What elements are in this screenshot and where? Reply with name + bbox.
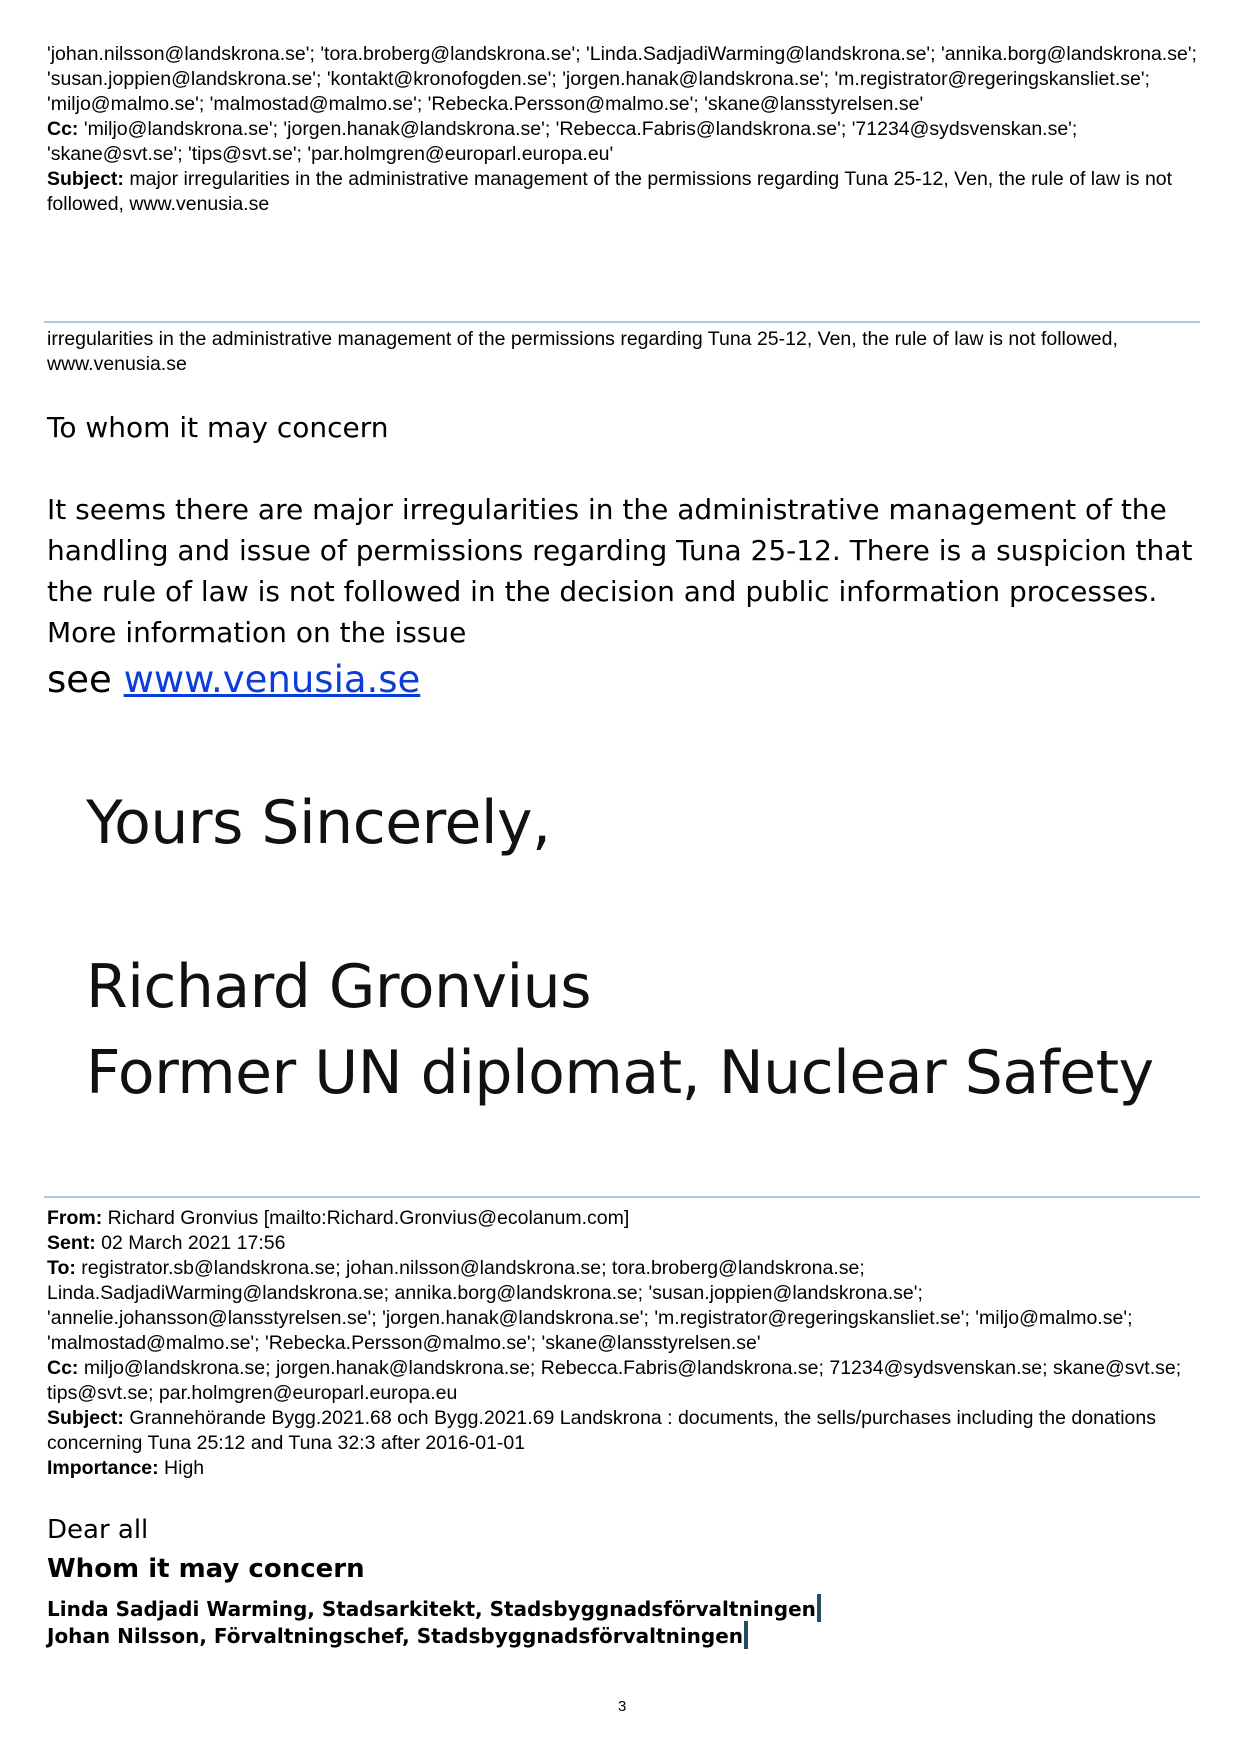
cc-label: Cc: bbox=[47, 118, 79, 140]
sent-label: Sent: bbox=[47, 1232, 96, 1254]
whom-it-may-concern: Whom it may concern bbox=[47, 1554, 365, 1584]
to-label: To: bbox=[47, 1257, 76, 1279]
venusia-link[interactable]: www.venusia.se bbox=[123, 658, 421, 701]
header-divider bbox=[44, 321, 1200, 323]
sent-value: 02 March 2021 17:56 bbox=[101, 1232, 286, 1254]
body-paragraph: It seems there are major irregularities in the administrative management of the handling and issue of permissions regarding Tuna 25-12. There is a suspicion that the rule of law is not followed in the decision and public information processes. More information on the issue bbox=[47, 493, 1193, 649]
sent-line bbox=[47, 1231, 1197, 1256]
subject-line-2 bbox=[47, 1406, 1197, 1456]
cc-recipients: 'miljo@landskrona.se'; 'jorgen.hanak@landskrona.se'; 'Rebecca.Fabris@landskrona.se'; '71234@sydsvenskan.se'; 'skane@svt.se'; 'tips@svt.se'; 'par.holmgren@europarl.europa.eu' bbox=[47, 118, 1078, 165]
to-recipients: 'johan.nilsson@landskrona.se'; 'tora.broberg@landskrona.se'; 'Linda.SadjadiWarming@landskrona.se'; 'annika.borg@landskrona.se'; 'susan.joppien@landskrona.se'; 'kontakt@kronofogden.se'; 'jorgen.hanak@landskrona.se'; 'm.registrator@regeringskansliet.se'; 'miljo@malmo.se'; 'malmostad@malmo.se'; 'Rebecka.Persson@malmo.se'; 'skane@lansstyrelsen.se' bbox=[47, 43, 1197, 115]
page-number: 3 bbox=[618, 1698, 627, 1715]
subject-line bbox=[47, 167, 1197, 217]
see-prefix: see bbox=[47, 658, 112, 701]
from-value: Richard Gronvius [mailto:Richard.Gronvius@ecolanum.com] bbox=[107, 1207, 630, 1229]
importance-label: Importance: bbox=[47, 1457, 159, 1479]
subject-value-2: Grannehörande Bygg.2021.68 och Bygg.2021.69 Landskrona : documents, the sells/purchases including the donations concerning Tuna 25:12 and Tuna 32:3 after 2016-01-01 bbox=[47, 1407, 1156, 1454]
signature-closing: Yours Sincerely, bbox=[86, 788, 551, 858]
previous-email-header bbox=[47, 42, 1197, 217]
recipient-line-1 bbox=[47, 1594, 821, 1622]
importance-line bbox=[47, 1456, 1197, 1481]
intro-text: irregularities in the administrative management of the permissions regarding Tuna 25-12, Ven, the rule of law is not followed, www.venusia.se bbox=[47, 328, 1118, 375]
dear-all: Dear all bbox=[47, 1515, 149, 1545]
to-value: registrator.sb@landskrona.se; johan.nilsson@landskrona.se; tora.broberg@landskrona.se; Linda.SadjadiWarming@landskrona.se; annika.borg@landskrona.se; 'susan.joppien@landskrona.se'; 'annelie.johansson@lansstyrelsen.se'; 'jorgen.hanak@landskrona.se'; 'm.registrator@regeringskansliet.se'; 'miljo@malmo.se'; 'malmostad@malmo.se'; 'Rebecka.Persson@malmo.se'; 'skane@lansstyrelsen.se' bbox=[47, 1257, 1133, 1354]
text-cursor-marker bbox=[744, 1621, 748, 1649]
from-label: From: bbox=[47, 1207, 103, 1229]
recipient-1: Linda Sadjadi Warming, Stadsarkitekt, Stadsbyggnadsförvaltningen bbox=[47, 1597, 816, 1621]
greeting: To whom it may concern bbox=[47, 411, 389, 444]
subject-text: major irregularities in the administrative management of the permissions regarding Tuna 25-12, Ven, the rule of law is not followed, www.venusia.se bbox=[47, 168, 1173, 215]
from-line bbox=[47, 1206, 1197, 1231]
cc-value-2: miljo@landskrona.se; jorgen.hanak@landskrona.se; Rebecca.Fabris@landskrona.se; 71234@sydsvenskan.se; skane@svt.se; tips@svt.se; par.holmgren@europarl.europa.eu bbox=[47, 1357, 1182, 1404]
cc-label-2: Cc: bbox=[47, 1357, 79, 1379]
to-line bbox=[47, 1256, 1197, 1356]
subject-label-2: Subject: bbox=[47, 1407, 124, 1429]
importance-value: High bbox=[164, 1457, 205, 1479]
forwarded-email-header bbox=[47, 1206, 1197, 1481]
recipient-line-2 bbox=[47, 1621, 748, 1649]
email-divider bbox=[44, 1196, 1200, 1198]
cc-line bbox=[47, 117, 1197, 167]
subject-label: Subject: bbox=[47, 168, 124, 190]
text-cursor-marker bbox=[817, 1594, 821, 1622]
signature-title: Former UN diplomat, Nuclear Safety bbox=[86, 1038, 1154, 1108]
recipient-2: Johan Nilsson, Förvaltningschef, Stadsbyggnadsförvaltningen bbox=[47, 1624, 744, 1648]
cc-line-2 bbox=[47, 1356, 1197, 1406]
see-link-line bbox=[47, 658, 420, 701]
signature-name: Richard Gronvius bbox=[86, 952, 591, 1022]
